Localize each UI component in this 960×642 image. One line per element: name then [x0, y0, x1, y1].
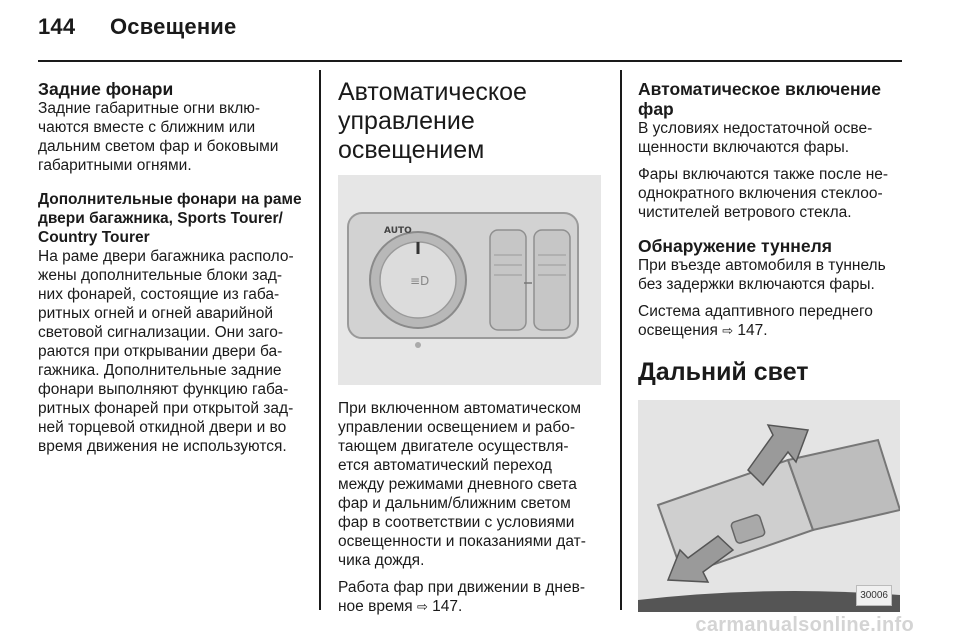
text-line: щенности включаются фары. [638, 139, 850, 156]
svg-text:AUTO: AUTO [384, 226, 412, 236]
column-3 [638, 79, 904, 612]
text-line: управлении освещением и рабо- [338, 419, 576, 436]
heading-auto-light: управление освещением [338, 107, 485, 164]
text-line: них фонарей, состоящие из габа- [38, 286, 280, 303]
text-fragment: освещения [638, 322, 718, 339]
heading-extra-lights: Дополнительные фонари на раме [38, 191, 302, 208]
text-line: гажника. Дополнительные задние [38, 362, 282, 379]
text-line: между режимами дневного света [338, 476, 577, 493]
text-line: однократного включения стеклоо- [638, 185, 883, 202]
text-line: Фары включаются также после не- [638, 166, 889, 183]
light-switch-illustration [338, 175, 601, 385]
text-line: ритных огней и огней аварийной [38, 305, 274, 322]
heading-auto-on: Автоматическое включение [638, 79, 882, 99]
text-line: жены дополнительные блоки зад- [38, 267, 283, 284]
high-beam-figure [638, 400, 900, 612]
text-line: Система адаптивного переднего [638, 303, 873, 320]
text-line: На раме двери багажника располо- [38, 248, 294, 265]
page-ref-arrow-icon: ⇨ [416, 599, 428, 614]
page-header [38, 14, 236, 40]
text-line: При включенном автоматическом [338, 400, 582, 417]
heading-extra-lights: Country Tourer [38, 229, 150, 246]
light-switch-figure [338, 175, 601, 385]
text-line: габаритными огнями. [38, 157, 192, 174]
column-1 [38, 79, 310, 456]
text-line: чистителей ветрового стекла. [638, 204, 852, 221]
heading-auto-light: Автоматическое [338, 78, 527, 106]
text-line: В условиях недостаточной осве- [638, 120, 873, 137]
figure-number: 30006 [856, 585, 892, 606]
column-divider-1 [319, 70, 321, 610]
heading-tunnel: Обнаружение туннеля [638, 236, 832, 256]
stalk-illustration [638, 400, 900, 612]
heading-rear-lights: Задние фонари [38, 79, 174, 99]
page-title: Освещение [110, 14, 237, 39]
text-line: При въезде автомобиля в туннель [638, 257, 886, 274]
text-line: раются при открывании двери ба- [38, 343, 283, 360]
svg-text:≡D: ≡D [410, 274, 430, 288]
text-line: чика дождя. [338, 552, 425, 569]
text-line: ритных фонарей при открытой зад- [38, 400, 294, 417]
page-ref-link[interactable]: 147. [737, 322, 768, 339]
text-line: ней торцевой откидной двери и во [38, 419, 287, 436]
text-line: освещенности и показаниями дат- [338, 533, 586, 550]
text-line [638, 321, 904, 340]
text-line [338, 597, 610, 616]
text-line: Работа фар при движении в днев- [338, 579, 586, 596]
text-line: фар в соответствии с условиями [338, 514, 575, 531]
text-line: фар и дальним/ближним светом [338, 495, 571, 512]
page-number: 144 [38, 14, 76, 39]
column-2 [338, 78, 610, 616]
text-line: фонари выполняют функцию габа- [38, 381, 289, 398]
page-ref-link[interactable]: 147. [432, 598, 463, 615]
text-fragment: ное время [338, 598, 413, 615]
text-line: ется автоматический переход [338, 457, 552, 474]
heading-extra-lights: двери багажника, Sports Tourer/ [38, 210, 283, 227]
heading-high-beam: Дальний свет [638, 358, 809, 386]
text-line: дальним светом фар и боковыми [38, 138, 279, 155]
column-divider-2 [620, 70, 622, 610]
page-ref-arrow-icon: ⇨ [722, 323, 734, 338]
header-rule [38, 60, 902, 62]
text-line: тающем двигателе осуществля- [338, 438, 569, 455]
text-line: время движения не используются. [38, 438, 287, 455]
heading-auto-on: фар [638, 99, 674, 119]
text-line: световой сигнализации. Они заго- [38, 324, 283, 341]
text-line: Задние габаритные огни вклю- [38, 100, 261, 117]
watermark: carmanualsonline.info [695, 614, 914, 636]
text-line: чаются вместе с ближним или [38, 119, 256, 136]
text-line: без задержки включаются фары. [638, 276, 875, 293]
